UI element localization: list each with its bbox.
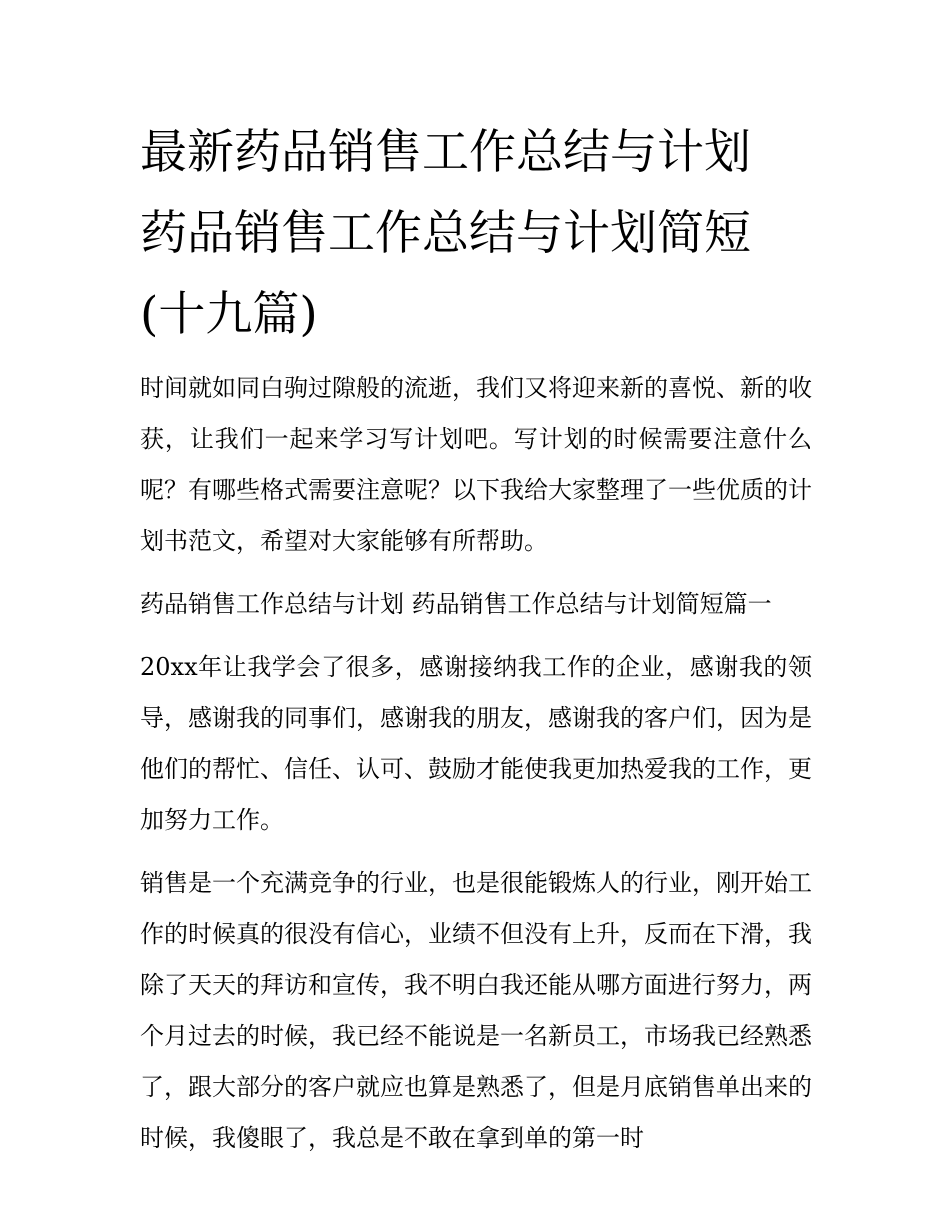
section-heading: 药品销售工作总结与计划 药品销售工作总结与计划简短篇一 <box>140 590 772 618</box>
document-title: 最新药品销售工作总结与计划 药品销售工作总结与计划简短(十九篇) <box>140 125 751 342</box>
intro-paragraph: 时间就如同白驹过隙般的流逝，我们又将迎来新的喜悦、新的收获，让我们一起来学习写计划吧。写计划的时候需要注意什么呢？有哪些格式需要注意呢？以下我给大家整理了一些优质的计划书范文，希望对大家能够有所帮助。 <box>140 374 812 555</box>
body-paragraph-thanks: 20xx年让我学会了很多，感谢接纳我工作的企业，感谢我的领导，感谢我的同事们，感谢我的朋友，感谢我的客户们，因为是他们的帮忙、信任、认可、鼓励才能使我更加热爱我的工作，更加努力工作。 <box>140 653 812 834</box>
body-paragraph-sales: 销售是一个充满竞争的行业，也是很能锻炼人的行业，刚开始工作的时候真的很没有信心，业绩不但没有上升，反而在下滑，我除了天天的拜访和宣传，我不明白我还能从哪方面进行努力，两个月过去的时候，我已经不能说是一名新员工，市场我已经熟悉了，跟大部分的客户就应也算是熟悉了，但是月底销售单出来的时候，我傻眼了，我总是不敢在拿到单的第一时 <box>140 869 812 1152</box>
document-page <box>140 112 812 1164</box>
